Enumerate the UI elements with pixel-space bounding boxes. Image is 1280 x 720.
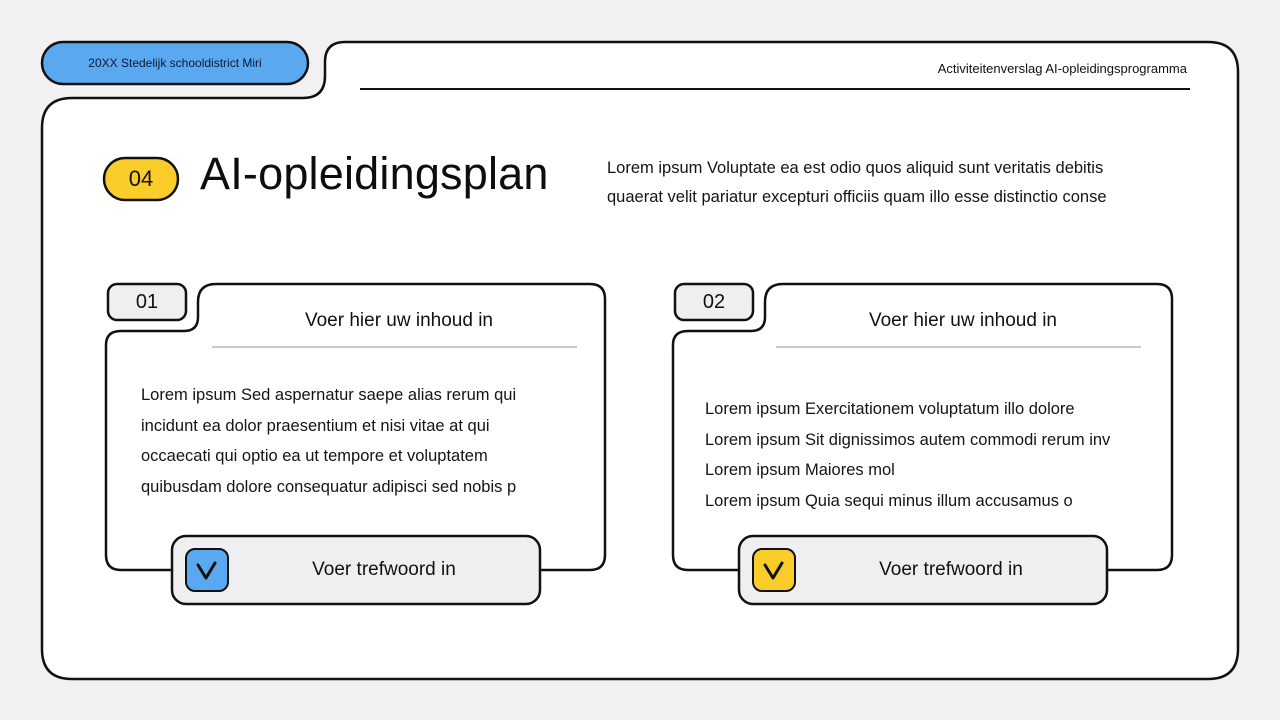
checkmark-icon[interactable] xyxy=(185,548,229,592)
checkmark-glyph xyxy=(761,557,787,583)
card-2-body-line: Lorem ipsum Maiores mol xyxy=(705,461,895,479)
report-title: Activiteitenverslag AI-opleidingsprogramma xyxy=(937,61,1187,76)
intro-line: quaerat velit pariatur excepturi officiis quam illo esse distinctio conse xyxy=(607,188,1107,206)
card-1-title: Voer hier uw inhoud in xyxy=(304,310,493,331)
card-1-keyword-chip[interactable] xyxy=(172,536,540,604)
card-2-body-line: Lorem ipsum Quia sequi minus illum accusamus o xyxy=(705,491,1073,510)
intro-line: Lorem ipsum Voluptate ea est odio quos aliquid sunt veritatis debitis xyxy=(607,159,1104,177)
card-1-number: 01 xyxy=(135,290,159,313)
district-tag: 20XX Stedelijk schooldistrict Miri xyxy=(88,56,262,70)
intro-text xyxy=(607,154,1167,212)
card-2-keyword-label: Voer trefwoord in xyxy=(879,559,1023,580)
section-number: 04 xyxy=(128,166,154,191)
card-1-body xyxy=(141,380,516,502)
card-2-divider xyxy=(776,346,1141,348)
card-2-number: 02 xyxy=(702,290,726,313)
checkmark-icon[interactable] xyxy=(752,548,796,592)
card-2-body-line: Lorem ipsum Sit dignissimos autem commodi rerum inv xyxy=(705,430,1111,449)
header-divider xyxy=(360,88,1190,90)
card-1-body-line: incidunt ea dolor praesentium et nisi vitae at qui xyxy=(141,416,490,435)
card-2-body xyxy=(705,394,1110,516)
card-1-body-line: occaecati qui optio ea ut tempore et voluptatem xyxy=(141,447,488,465)
card-2-body-line: Lorem ipsum Exercitationem voluptatum illo dolore xyxy=(705,400,1075,418)
card-1-divider xyxy=(212,346,577,348)
card-1-keyword-label: Voer trefwoord in xyxy=(312,559,456,580)
card-2-keyword-chip[interactable] xyxy=(739,536,1107,604)
card-1-body-line: quibusdam dolore consequatur adipisci sed nobis p xyxy=(141,477,517,496)
checkmark-glyph xyxy=(194,557,220,583)
page-title: AI-opleidingsplan xyxy=(200,148,549,199)
card-2-title: Voer hier uw inhoud in xyxy=(868,310,1057,331)
card-1-body-line: Lorem ipsum Sed aspernatur saepe alias rerum qui xyxy=(141,386,517,404)
